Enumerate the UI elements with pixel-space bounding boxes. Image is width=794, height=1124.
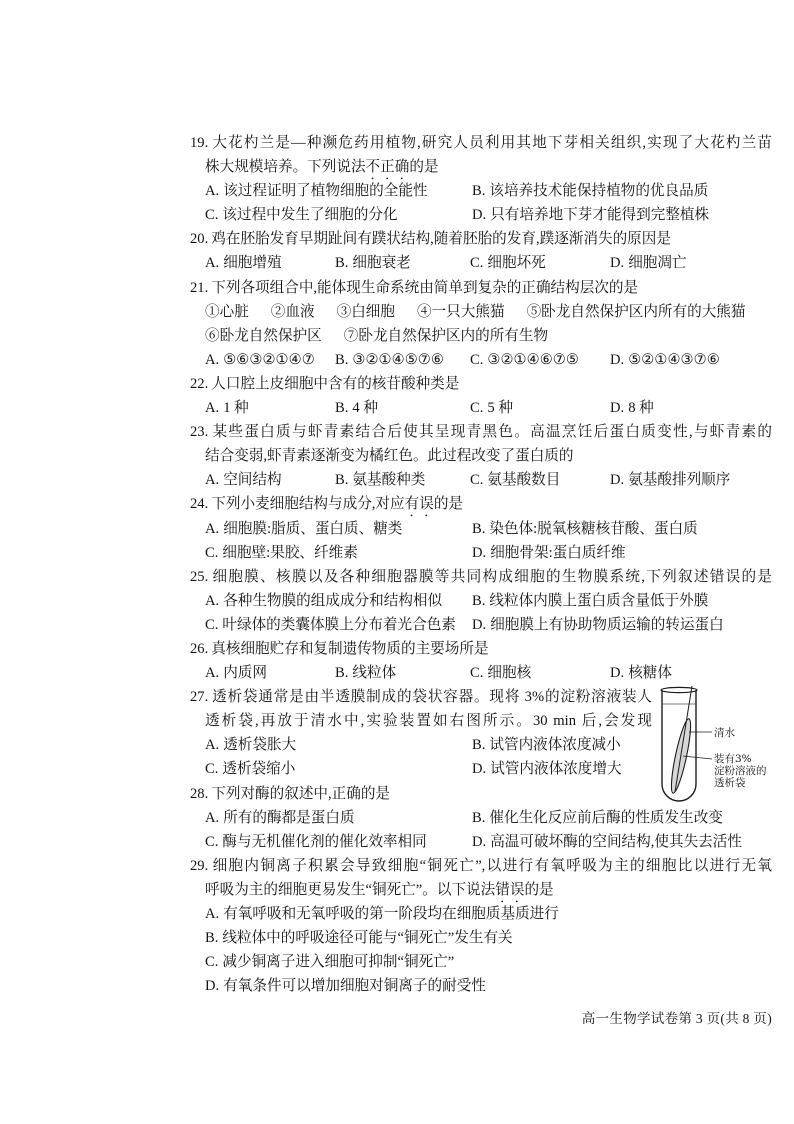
option-a <box>205 661 335 685</box>
option-text: 所有的酶都是蛋白质 <box>223 809 355 826</box>
option-text: 该过程中发生了细胞的分化 <box>222 207 398 224</box>
option-d <box>610 348 720 372</box>
list-item: ②血液 <box>270 303 315 320</box>
option-c <box>470 396 610 420</box>
q22-options <box>190 396 772 420</box>
option-label: D. <box>205 978 220 995</box>
question-number: 27. <box>190 689 209 706</box>
option-text: 该过程证明了植物细胞的全能性 <box>223 183 428 200</box>
option-label: B. <box>335 351 349 368</box>
option-b <box>335 348 470 372</box>
bag-label-line-2: 淀粉溶液的 <box>714 765 767 777</box>
option-text: 只有培养地下芽才能得到完整植株 <box>490 207 710 224</box>
option-label: C. <box>470 472 484 489</box>
option-d <box>610 396 654 420</box>
question-stem: 细胞内铜离子积累会导致细胞“铜死亡”,以进行有氧呼吸为主的细胞比以进行无氧 <box>211 857 772 874</box>
option-a <box>205 179 472 203</box>
option-text: 线粒体内膜上蛋白质含量低于外膜 <box>489 592 709 609</box>
option-d <box>472 541 626 565</box>
list-item: ⑥卧龙自然保护区 <box>205 327 322 344</box>
question-stem: 的是 <box>433 496 464 513</box>
option-a <box>205 348 335 372</box>
q20-options <box>190 251 772 275</box>
q20-stem <box>190 227 772 251</box>
bag-label-line-3: 透析袋 <box>714 777 746 789</box>
option-c <box>470 468 610 492</box>
option-label: C. <box>205 207 219 224</box>
q29-stem-line-2 <box>190 878 772 902</box>
option-text: 催化生化反应前后酶的性质发生改变 <box>489 809 723 826</box>
question-stem: 结合变弱,虾青素逐渐变为橘红色。此过程改变了蛋白质的 <box>205 448 574 465</box>
option-label: A. <box>205 809 220 826</box>
option-text: 细胞壁:果胶、纤维素 <box>222 544 358 561</box>
option-label: A. <box>205 351 220 368</box>
question-stem: 大花杓兰是—种濒危药用植物,研究人员利用其地下芽相关组织,实现了大花杓兰苗 <box>211 135 772 151</box>
option-label: A. <box>205 665 220 682</box>
option-label: A. <box>205 592 220 609</box>
question-number: 20. <box>190 231 209 248</box>
option-text: 细胞核 <box>487 665 532 682</box>
option-c <box>205 830 472 854</box>
option-text: 氨基酸排列顺序 <box>628 472 731 489</box>
page-footer: 高一生物学试卷第 3 页(共 8 页) <box>581 1011 772 1026</box>
option-d <box>610 468 730 492</box>
option-label: D. <box>610 255 625 272</box>
question-number: 28. <box>190 785 209 802</box>
q27-stem-line-1 <box>190 685 652 709</box>
option-label: B. <box>472 520 486 537</box>
option-text: 各种生物膜的组成成分和结构相似 <box>223 592 443 609</box>
option-text: 有氧呼吸和无氧呼吸的第一阶段均在细胞质基质进行 <box>223 906 559 922</box>
option-label: D. <box>610 400 625 417</box>
option-b <box>335 661 470 685</box>
option-label: D. <box>472 833 487 850</box>
option-a <box>205 396 335 420</box>
question-stem: 株大规模培养。下列说法 <box>205 159 366 176</box>
option-label: C. <box>470 255 484 272</box>
option-text: 试管内液体浓度增大 <box>490 761 622 778</box>
question-stem: 的是 <box>409 159 439 176</box>
option-label: B. <box>335 255 349 272</box>
q29-option-c <box>190 950 772 974</box>
option-text: ③②①④⑥⑦⑤ <box>487 351 579 368</box>
option-text: 透析袋缩小 <box>222 761 296 778</box>
option-label: A. <box>205 520 220 537</box>
option-text: ⑤②①④③⑦⑥ <box>628 351 720 368</box>
option-text: 细胞增殖 <box>223 255 282 272</box>
option-label: A. <box>205 737 220 754</box>
option-text: 空间结构 <box>223 472 282 489</box>
option-b <box>335 396 470 420</box>
option-text: 线粒体中的呼吸途径可能与“铜死亡”发生有关 <box>222 930 513 947</box>
list-item: ①心脏 <box>205 303 249 320</box>
question-stem: 下列小麦细胞结构与成分,对应 <box>211 496 405 513</box>
question-stem: 鸡在胚胎发育早期趾间有蹼状结构,随着胚胎的发育,蹼逐渐消失的原因是 <box>211 231 671 248</box>
option-text: 细胞坏死 <box>487 255 546 272</box>
q25-stem <box>190 565 772 589</box>
question-number: 25. <box>190 568 209 585</box>
option-d <box>472 203 709 227</box>
option-text: 细胞凋亡 <box>628 255 687 272</box>
question-stem: 人口腔上皮细胞中含有的核苷酸种类是 <box>211 375 460 392</box>
q21-items-row-2 <box>190 324 772 348</box>
option-c <box>470 348 610 372</box>
option-text: 叶绿体的类囊体膜上分布着光合色素 <box>222 616 456 633</box>
q24-options-cd <box>190 541 772 565</box>
option-text: 氨基酸种类 <box>352 472 426 489</box>
question-number: 22. <box>190 375 209 392</box>
option-label: D. <box>472 761 487 778</box>
q19-stem-line-1 <box>190 131 772 155</box>
emphasized-text: 有误 <box>404 496 434 513</box>
q19-stem-line-2 <box>190 155 772 179</box>
option-label: A. <box>205 906 220 922</box>
q25-options-ab <box>190 589 772 613</box>
option-b <box>335 251 470 275</box>
option-c <box>205 613 472 637</box>
q27-test-tube-figure <box>640 684 780 814</box>
option-label: A. <box>205 400 220 417</box>
option-label: B. <box>472 737 486 754</box>
option-text: 1 种 <box>223 400 249 417</box>
water-label: 清水 <box>714 727 735 739</box>
q19-options-ab <box>190 179 772 203</box>
option-text: 染色体:脱氧核糖核苷酸、蛋白质 <box>489 520 698 537</box>
list-item: ③白细胞 <box>336 303 395 320</box>
option-label: D. <box>610 351 625 368</box>
q21-options <box>190 348 772 372</box>
option-text: 试管内液体浓度减小 <box>489 737 621 754</box>
option-d <box>610 251 687 275</box>
question-stem: 细胞膜、核膜以及各种细胞器膜等共同构成细胞的生物膜系统,下列叙述错误的是 <box>211 568 772 585</box>
option-label: C. <box>205 761 219 778</box>
option-a <box>205 733 472 757</box>
option-text: 4 种 <box>352 400 378 417</box>
option-text: 有氧条件可以增加细胞对铜离子的耐受性 <box>223 978 486 995</box>
list-item: ④一只大熊猫 <box>416 303 505 320</box>
option-c <box>205 757 472 781</box>
option-label: D. <box>610 665 625 682</box>
q25-options-cd <box>190 613 772 637</box>
option-text: 细胞衰老 <box>352 255 411 272</box>
option-a <box>205 589 472 613</box>
question-stem: 下列对酶的叙述中,正确的是 <box>211 785 391 802</box>
option-c <box>205 541 472 565</box>
option-b <box>335 468 470 492</box>
option-label: B. <box>205 930 219 947</box>
option-text: 酶与无机催化剂的催化效率相同 <box>222 833 427 850</box>
q29-option-b <box>190 926 772 950</box>
list-item: ⑤卧龙自然保护区内所有的大熊猫 <box>526 303 746 320</box>
question-stem: 呼吸为主的细胞更易发生“铜死亡”。以下说法 <box>205 881 496 898</box>
option-text: 内质网 <box>223 665 267 682</box>
option-label: A. <box>205 255 220 272</box>
option-label: C. <box>470 400 484 417</box>
emphasized-text: 不正确 <box>365 159 410 176</box>
option-d <box>610 661 672 685</box>
q27-stem-line-2 <box>190 709 652 733</box>
option-label: D. <box>472 544 487 561</box>
option-text: 氨基酸数目 <box>487 472 561 489</box>
q22-stem <box>190 372 772 396</box>
option-label: C. <box>205 954 219 971</box>
option-label: B. <box>335 665 349 682</box>
option-label: A. <box>205 183 220 200</box>
option-b <box>472 517 698 541</box>
list-item: ⑦卧龙自然保护区内的所有生物 <box>343 327 549 344</box>
option-text: 该培养技术能保持植物的优良品质 <box>489 183 709 200</box>
option-label: B. <box>472 809 486 826</box>
option-label: C. <box>205 616 219 633</box>
q29-option-d <box>190 974 772 998</box>
option-d <box>472 613 724 637</box>
question-stem: 真核细胞贮存和复制遗传物质的主要场所是 <box>211 640 489 657</box>
option-b <box>472 179 708 203</box>
q29-stem-line-1 <box>190 854 772 878</box>
option-a <box>205 517 472 541</box>
q29-option-a <box>190 902 772 926</box>
question-stem: 下列各项组合中,能体现生命系统由简单到复杂的正确结构层次的是 <box>211 279 639 296</box>
question-number: 24. <box>190 496 209 513</box>
option-label: B. <box>472 592 486 609</box>
question-number: 29. <box>190 857 209 874</box>
option-text: 高温可破坏酶的空间结构,使其失去活性 <box>490 833 742 850</box>
option-label: C. <box>205 544 219 561</box>
option-b <box>472 589 708 613</box>
option-label: B. <box>335 472 349 489</box>
option-text: 5 种 <box>487 400 513 417</box>
q28-options-cd <box>190 830 772 854</box>
option-d <box>472 757 622 781</box>
option-a <box>205 468 335 492</box>
q21-stem <box>190 276 772 300</box>
option-label: D. <box>472 616 487 633</box>
q24-options-ab <box>190 517 772 541</box>
question-stem: 某些蛋白质与虾青素结合后使其呈现青黑色。高温烹饪后蛋白质变性,与虾青素的 <box>211 424 772 441</box>
bag-leader-line <box>683 756 712 759</box>
option-d <box>472 830 742 854</box>
option-label: B. <box>335 400 349 417</box>
option-a <box>205 251 335 275</box>
q23-options <box>190 468 772 492</box>
option-c <box>470 661 610 685</box>
q21-items-row-1 <box>190 300 772 324</box>
option-c <box>205 203 472 227</box>
option-label: D. <box>472 207 487 224</box>
q23-stem-line-2 <box>190 444 772 468</box>
q26-options <box>190 661 772 685</box>
option-text: 细胞骨架:蛋白质纤维 <box>490 544 626 561</box>
option-text: 细胞膜:脂质、蛋白质、糖类 <box>223 520 403 537</box>
q19-options-cd <box>190 203 772 227</box>
q24-stem <box>190 492 772 516</box>
emphasized-text: 错误 <box>495 881 525 898</box>
option-label: C. <box>470 351 484 368</box>
bag-label-line-1: 装有3% <box>714 753 752 765</box>
question-stem: 透析袋通常是由半透膜制成的袋状容器。现将 3%的淀粉溶液装人 <box>211 689 652 706</box>
question-number: 23. <box>190 424 209 441</box>
option-label: C. <box>470 665 484 682</box>
option-text: 减少铜离子进入细胞可抑制“铜死亡” <box>222 954 455 971</box>
option-label: B. <box>472 183 486 200</box>
option-text: 8 种 <box>628 400 654 417</box>
option-b <box>472 733 621 757</box>
option-text: 透析袋胀大 <box>223 737 297 754</box>
option-text: 核糖体 <box>628 665 672 682</box>
option-label: A. <box>205 472 220 489</box>
option-label: C. <box>205 833 219 850</box>
option-c <box>470 251 610 275</box>
question-stem: 的是 <box>524 881 554 898</box>
option-text: 线粒体 <box>352 665 397 682</box>
option-label: D. <box>610 472 625 489</box>
option-text: 细胞膜上有协助物质运输的转运蛋白 <box>490 616 724 633</box>
exam-content <box>190 131 772 998</box>
option-text: ③②①④⑤⑦⑥ <box>352 351 444 368</box>
question-number: 26. <box>190 640 209 657</box>
question-number: 21. <box>190 279 209 296</box>
question-number: 19. <box>190 135 209 151</box>
option-text: ⑤⑥③②①④⑦ <box>223 351 315 368</box>
option-a <box>205 806 472 830</box>
q26-stem <box>190 637 772 661</box>
q23-stem-line-1 <box>190 420 772 444</box>
question-stem: 透析袋,再放于清水中,实验装置如右图所示。30 min 后,会发现 <box>205 713 652 730</box>
